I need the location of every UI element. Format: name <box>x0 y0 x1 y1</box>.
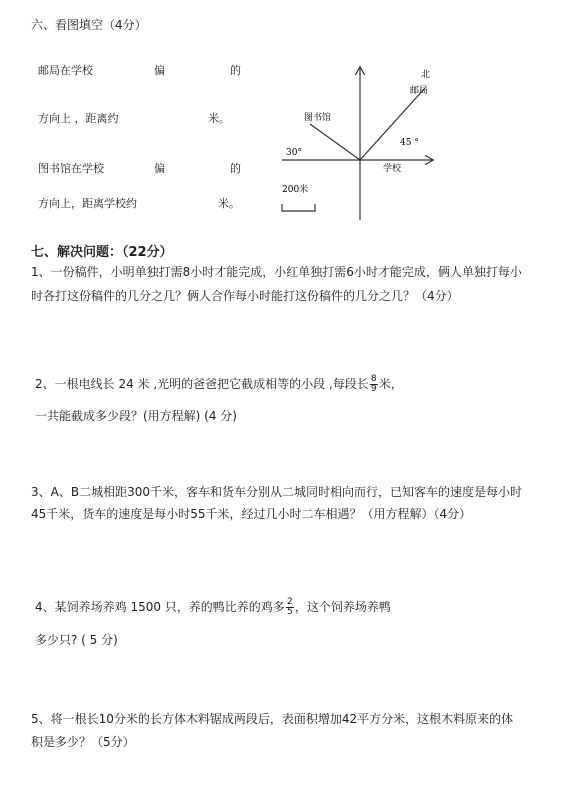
fraction-numerator: 2 <box>286 597 293 607</box>
fill-text-of: 的 <box>230 64 241 77</box>
question-3-line-2: 45千米，货车的速度是每小时55千米，经过几小时二车相遇？（用方程解）（4分） <box>31 507 472 521</box>
question-2-text-end: 米， <box>378 377 403 391</box>
fraction-denominator: 5 <box>286 607 293 617</box>
post-office-label: 邮局 <box>410 86 429 96</box>
fraction-2-5 <box>286 598 294 617</box>
section6-heading: 六、看图填空（4分） <box>31 18 147 32</box>
angle-30-label: 30° <box>286 148 302 158</box>
fill-text-direction-word: 偏 <box>154 64 165 77</box>
direction-diagram <box>270 60 450 230</box>
section7-heading: 七、解决问题：（22分） <box>31 245 173 260</box>
library-ray <box>310 124 360 160</box>
question-3-line-1: 3、A、B二城相距300千米，客车和货车分别从二城同时相向而行，已知客车的速度是每小时 <box>31 485 522 499</box>
question-4-line-2: 多少只? ( 5 分) <box>35 633 118 647</box>
fill-text-meters: 米。 <box>218 197 240 210</box>
question-2-line-1 <box>35 375 403 394</box>
fraction-8-9 <box>370 375 378 394</box>
scale-label: 200米 <box>282 185 309 195</box>
fill-text-meters: 米。 <box>208 112 230 125</box>
north-label: 北 <box>421 70 431 80</box>
fraction-numerator: 8 <box>370 374 377 384</box>
question-5-line-2: 积是多少？（5分） <box>31 735 135 749</box>
question-4-line-1 <box>35 598 391 617</box>
post-office-ray <box>360 88 425 160</box>
angle-45-label: 45 ° <box>400 138 419 148</box>
fill-text-post-office-location: 邮局在学校 <box>38 64 93 77</box>
fill-text-library-location: 图书馆在学校 <box>38 162 104 175</box>
fill-text-distance-label: 方向上，距离学校约 <box>38 197 137 210</box>
question-2-text: 2、一根电线长 24 米 ,光明的爸爸把它截成相等的小段 ,每段长 <box>35 377 369 391</box>
question-2-line-2: 一共能截成多少段？(用方程解) (4 分) <box>35 409 237 423</box>
fraction-denominator: 9 <box>370 384 377 394</box>
question-5-line-1: 5、将一根长10分米的长方体木料锯成两段后，表面积增加42平方分米，这根木料原来的体 <box>31 712 514 726</box>
question-1-line-2: 时各打这份稿件的几分之几？俩人合作每小时能打这份稿件的几分之几？（4分） <box>31 289 459 303</box>
library-label: 图书馆 <box>304 113 332 123</box>
question-4-text-end: ，这个饲养场养鸭 <box>294 600 391 614</box>
fill-text-of: 的 <box>230 162 241 175</box>
school-label: 学校 <box>383 164 402 174</box>
question-1-line-1: 1、一份稿件，小明单独打需8小时才能完成，小红单独打需6小时才能完成，俩人单独打每小 <box>31 265 522 279</box>
fill-text-direction-word: 偏 <box>154 162 165 175</box>
question-4-text: 4、某饲养场养鸡 1500 只，养的鸭比养的鸡多 <box>35 600 285 614</box>
scale-bar <box>282 204 315 211</box>
fill-text-distance-label: 方向上 ，距离约 <box>38 112 119 125</box>
